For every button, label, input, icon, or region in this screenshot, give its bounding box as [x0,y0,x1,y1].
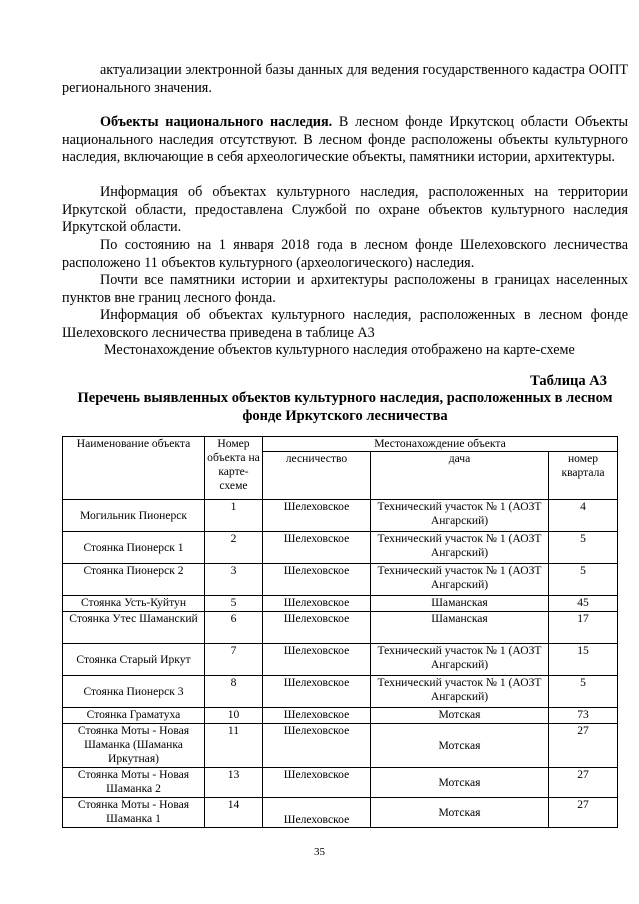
heritage-table [62,436,618,828]
paragraph-2-text: В лесном фонде Иркутскоц области Объекты национального наследия отсутствуют. В лесном фонде расположены объекты культурного наследия, включающие в себя археологические объекты, памятники истории, архитектуры. [62,114,629,166]
table-row [63,768,618,798]
cell-forestry: Шелеховское [263,724,371,768]
table-row [63,676,618,708]
cell-quarter: 27 [549,798,618,828]
cell-forestry: Шелеховское [263,596,371,612]
cell-dacha: Технический участок № 1 (АОЗТ Ангарский) [371,564,549,596]
cell-number: 7 [205,644,263,676]
cell-forestry: Шелеховское [263,532,371,564]
cell-quarter: 5 [549,676,618,708]
cell-name: Стоянка Моты - Новая Шаманка 1 [63,798,205,828]
table-label: Таблица А3 [530,373,607,389]
cell-forestry: Шелеховское [263,612,371,644]
cell-number: 6 [205,612,263,644]
cell-dacha: Технический участок № 1 (АОЗТ Ангарский) [371,676,549,708]
cell-name: Стоянка Граматуха [63,708,205,724]
page-number: 35 [314,846,325,858]
cell-number: 8 [205,676,263,708]
cell-number: 5 [205,596,263,612]
cell-quarter: 5 [549,532,618,564]
cell-forestry: Шелеховское [263,500,371,532]
cell-dacha: Технический участок № 1 (АОЗТ Ангарский) [371,532,549,564]
cell-dacha: Мотская [371,708,549,724]
paragraph-2 [62,114,628,167]
cell-quarter: 45 [549,596,618,612]
header-name: Наименование объекта [63,437,205,500]
cell-number: 13 [205,768,263,798]
table-row [63,500,618,532]
cell-quarter: 73 [549,708,618,724]
cell-name: Стоянка Пионерск 1 [63,532,205,564]
header-quarter: номер квартала [549,452,618,500]
cell-forestry: Шелеховское [263,644,371,676]
cell-name: Стоянка Моты - Новая Шаманка 2 [63,768,205,798]
header-number: Номер объекта на карте-схеме [205,437,263,500]
cell-quarter: 17 [549,612,618,644]
cell-forestry: Шелеховское [263,768,371,798]
table-title: Перечень выявленных объектов культурного наследия, расположенных в лесном фонде Иркутского лесничества [77,390,613,424]
paragraph-6: Информация об объектах культурного наследия, расположенных в лесном фонде Шелеховского лесничества приведена в таблице А3 [62,307,628,341]
cell-number: 3 [205,564,263,596]
cell-forestry: Шелеховское [263,708,371,724]
cell-dacha: Мотская [371,768,549,798]
cell-number: 10 [205,708,263,724]
table-row [63,724,618,768]
cell-forestry: Шелеховское [263,798,371,828]
cell-name: Могильник Пионерск [63,500,205,532]
table-row [63,532,618,564]
cell-quarter: 27 [549,768,618,798]
paragraph-5: Почти все памятники истории и архитектуры расположены в границах населенных пунктов вне границ лесного фонда. [62,272,628,306]
cell-dacha: Мотская [371,798,549,828]
paragraph-2-heading: Объекты национального наследия. [100,114,333,130]
cell-number: 1 [205,500,263,532]
table-row [63,644,618,676]
cell-quarter: 15 [549,644,618,676]
cell-forestry: Шелеховское [263,564,371,596]
cell-name: Стоянка Усть-Куйтун [63,596,205,612]
header-forestry: лесничество [263,452,371,500]
cell-quarter: 27 [549,724,618,768]
cell-name: Стоянка Старый Иркут [63,644,205,676]
cell-quarter: 4 [549,500,618,532]
paragraph-4: По состоянию на 1 января 2018 года в лесном фонде Шелеховского лесничества расположено 11 объектов культурного (археологического) наследия. [62,237,628,271]
cell-dacha: Шаманская [371,612,549,644]
cell-forestry: Шелеховское [263,676,371,708]
table-row [63,564,618,596]
header-location: Местонахождение объекта [263,437,618,452]
cell-dacha: Шаманская [371,596,549,612]
table-row [63,612,618,644]
header-dacha: дача [371,452,549,500]
cell-number: 14 [205,798,263,828]
cell-quarter: 5 [549,564,618,596]
cell-number: 2 [205,532,263,564]
paragraph-7: Местонахождение объектов культурного наследия отображено на карте-схеме [104,342,575,358]
cell-number: 11 [205,724,263,768]
cell-dacha: Технический участок № 1 (АОЗТ Ангарский) [371,500,549,532]
paragraph-1: актуализации электронной базы данных для ведения государственного кадастра ООПТ регионального значения. [62,62,628,96]
cell-dacha: Технический участок № 1 (АОЗТ Ангарский) [371,644,549,676]
table-row [63,596,618,612]
table-row [63,798,618,828]
cell-name: Стоянка Утес Шаманский [63,612,205,644]
cell-name: Стоянка Пионерск 3 [63,676,205,708]
cell-dacha: Мотская [371,724,549,768]
cell-name: Стоянка Пионерск 2 [63,564,205,596]
cell-name: Стоянка Моты - Новая Шаманка (Шаманка Иркутная) [63,724,205,768]
table-row [63,708,618,724]
paragraph-3: Информация об объектах культурного наследия, расположенных на территории Иркутской области, предоставлена Службой по охране объектов культурного наследия Иркутской области. [62,184,628,236]
